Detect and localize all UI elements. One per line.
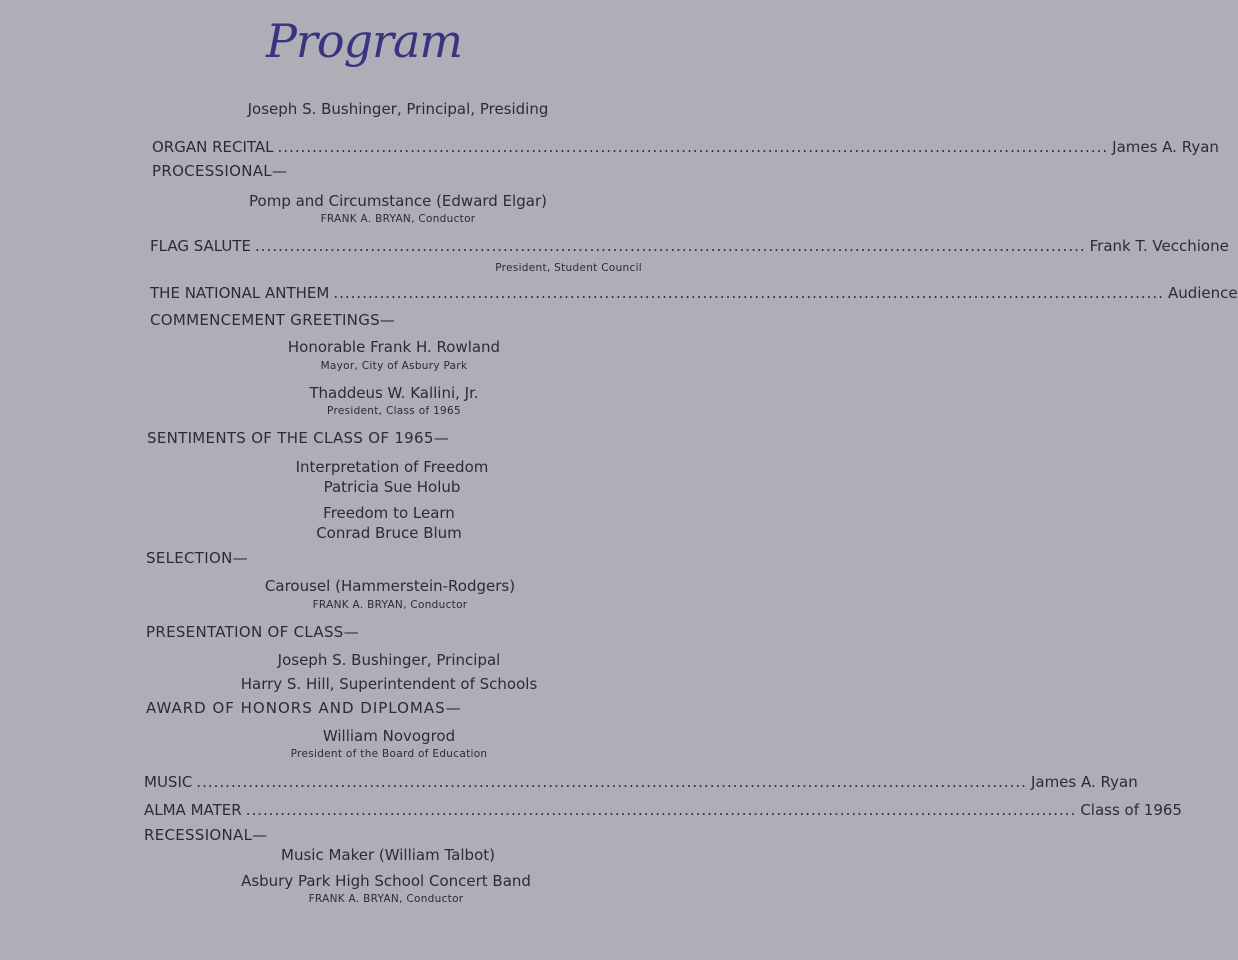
flag-salute-label: FLAG SALUTE [150, 237, 252, 255]
alma-mater-row [144, 801, 1182, 819]
awards-role: President of the Board of Education [290, 748, 488, 760]
national-anthem-performer: Audience [1167, 284, 1238, 302]
flag-salute-performer: Frank T. Vecchione [1089, 237, 1229, 255]
talk-1-speaker: Patricia Sue Holub [323, 478, 461, 496]
selection-heading: SELECTION— [146, 549, 248, 567]
sentiments-heading: SENTIMENTS OF THE CLASS OF 1965— [147, 429, 450, 447]
organ-recital-label: ORGAN RECITAL [152, 138, 274, 156]
leader-dots: ................................................................................................................................................ [196, 773, 1027, 791]
music-label: MUSIC [144, 773, 193, 791]
leader-dots: ................................................................................................................................................ [255, 237, 1086, 255]
alma-mater-performer: Class of 1965 [1080, 801, 1182, 819]
recessional-conductor: FRANK A. BRYAN, Conductor [308, 893, 464, 905]
national-anthem-row [150, 284, 1238, 302]
flag-salute-row [150, 237, 1229, 255]
greeting-speaker-1-role: Mayor, City of Asbury Park [320, 360, 468, 372]
greeting-speaker-2-role: President, Class of 1965 [327, 405, 461, 417]
recessional-heading: RECESSIONAL— [144, 826, 268, 844]
talk-2-topic: Freedom to Learn [323, 504, 455, 522]
processional-heading: PROCESSIONAL— [152, 162, 288, 180]
processional-piece: Pomp and Circumstance (Edward Elgar) [249, 192, 547, 210]
recessional-piece: Music Maker (William Talbot) [281, 846, 495, 864]
organ-recital-performer: James A. Ryan [1112, 138, 1219, 156]
selection-conductor: FRANK A. BRYAN, Conductor [312, 599, 468, 611]
recessional-band: Asbury Park High School Concert Band [241, 872, 531, 890]
music-row [144, 773, 1138, 791]
processional-conductor: FRANK A. BRYAN, Conductor [320, 213, 476, 225]
presentation-line-1: Joseph S. Bushinger, Principal [277, 651, 501, 669]
presiding-line: Joseph S. Bushinger, Principal, Presiding [247, 100, 549, 118]
greeting-speaker-2-name: Thaddeus W. Kallini, Jr. [309, 384, 479, 402]
leader-dots: ................................................................................................................................................ [245, 801, 1077, 819]
greetings-heading: COMMENCEMENT GREETINGS— [150, 311, 396, 329]
awards-name: William Novogrod [322, 727, 456, 745]
alma-mater-label: ALMA MATER [144, 801, 242, 819]
talk-2-speaker: Conrad Bruce Blum [316, 524, 462, 542]
presentation-heading: PRESENTATION OF CLASS— [146, 623, 359, 641]
greeting-speaker-1-name: Honorable Frank H. Rowland [287, 338, 501, 356]
selection-piece: Carousel (Hammerstein-Rodgers) [264, 577, 516, 595]
leader-dots: ................................................................................................................................................ [333, 284, 1164, 302]
presentation-line-2: Harry S. Hill, Superintendent of Schools [240, 675, 538, 693]
flag-salute-role: President, Student Council [495, 262, 642, 274]
leader-dots: ................................................................................................................................................ [277, 138, 1109, 156]
talk-1-topic: Interpretation of Freedom [295, 458, 489, 476]
awards-heading: AWARD OF HONORS AND DIPLOMAS— [146, 699, 462, 717]
music-performer: James A. Ryan [1030, 773, 1138, 791]
organ-recital-row [152, 138, 1219, 156]
program-title: Program [265, 14, 463, 68]
national-anthem-label: THE NATIONAL ANTHEM [150, 284, 330, 302]
